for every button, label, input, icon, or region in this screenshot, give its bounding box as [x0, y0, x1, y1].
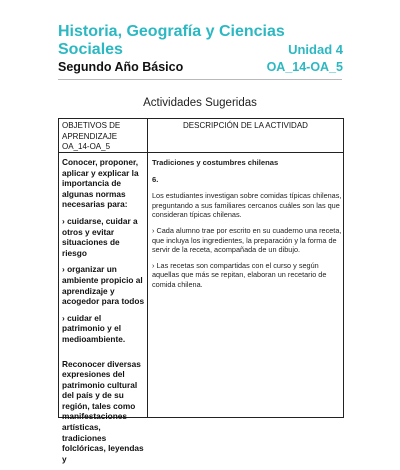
- activity-paragraph: › Las recetas son compartidas con el curso y según aquellas que más se repitan, elaboran un recetario de comida chilena.: [152, 260, 327, 289]
- activity-title: Tradiciones y costumbres chilenas: [152, 158, 279, 167]
- activities-table: [58, 118, 344, 464]
- objectives-column-header: OBJETIVOS DE APRENDIZAJE OA_14-OA_5: [62, 121, 121, 151]
- subject-title: Historia, Geografía y Ciencias Sociales: [58, 23, 285, 58]
- activity-number: 6.: [152, 174, 159, 184]
- objective-heritage: Reconocer diversas expresiones del patrimonio cultural del país y de su región, tales como manifestaciones artísticas, tradiciones folclóricas, leyendas y: [62, 358, 144, 464]
- activity-column-header: DESCRIPCIÓN DE LA ACTIVIDAD: [183, 121, 308, 130]
- column-divider: [147, 119, 148, 417]
- activity-paragraph: Los estudiantes investigan sobre comidas típicas chilenas, preguntando a sus familiares cercanos cuáles son las que consideran típicas chilenas.: [152, 191, 342, 220]
- activity-cell: [152, 158, 342, 296]
- objectives-cell: [62, 157, 146, 470]
- unit-label: Unidad 4: [288, 42, 343, 57]
- objective-item: › cuidarse, cuidar a otros y evitar situaciones de riesgo: [62, 215, 138, 258]
- activity-paragraph: › Cada alumno trae por escrito en su cuaderno una receta, que incluya los ingredientes, la preparación y la forma de servir de la receta, acompañada de un dibujo.: [152, 225, 342, 255]
- objective-intro: Conocer, proponer, aplicar y explicar la importancia de algunas normas necesarias para:: [62, 157, 139, 210]
- header-divider: [58, 79, 342, 80]
- objective-code: OA_14-OA_5: [266, 60, 343, 74]
- objective-item: › cuidar el patrimonio y el medioambiente.: [62, 312, 126, 344]
- grade-level: Segundo Año Básico: [58, 60, 184, 74]
- objective-item: › organizar un ambiente propicio al aprendizaje y acogedor para todos: [62, 264, 145, 307]
- section-title: Actividades Sugeridas: [143, 97, 257, 109]
